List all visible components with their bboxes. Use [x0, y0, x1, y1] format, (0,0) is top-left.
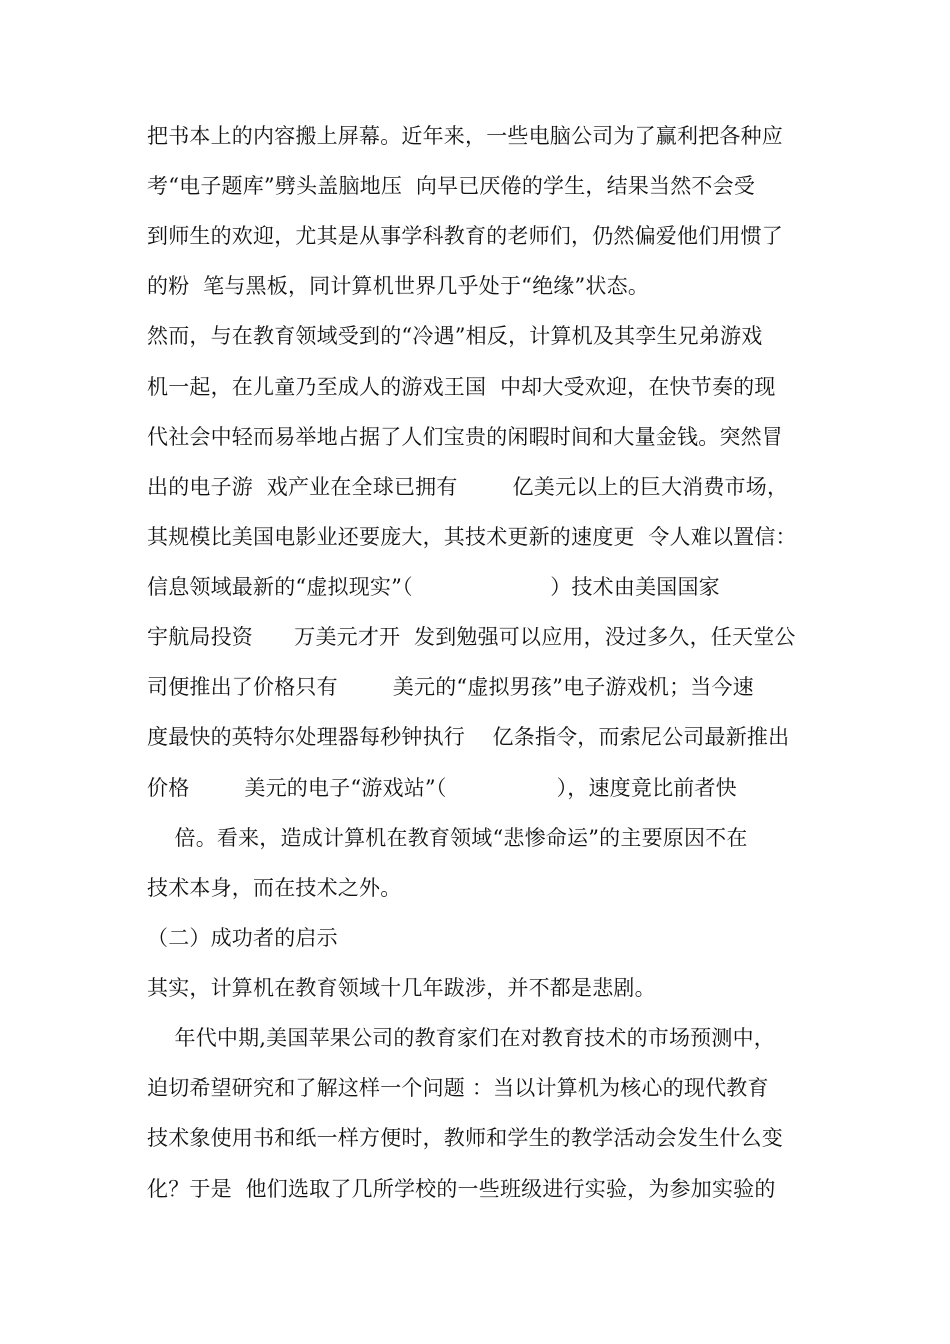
- text-line: 宇航局投资 万美元才开 发到勉强可以应用，没过多久，任天堂公: [147, 625, 796, 649]
- text-line: 技术本身，而在技术之外。: [147, 876, 402, 900]
- text-line: 化？于是 他们选取了几所学校的一些班级进行实验，为参加实验的: [147, 1177, 776, 1201]
- text-line: 价格 美元的电子“游戏站”（ ），速度竟比前者快: [147, 776, 737, 800]
- text-line: 机一起，在儿童乃至成人的游戏王国 中却大受欢迎，在快节奏的现: [147, 375, 776, 399]
- text-line: 年代中期,美国苹果公司的教育家们在对教育技术的市场预测中，: [147, 1026, 775, 1050]
- text-line: 度最快的英特尔处理器每秒钟执行 亿条指令，而索尼公司最新推出: [147, 725, 790, 749]
- text-line: 把书本上的内容搬上屏幕。近年来，一些电脑公司为了赢利把各种应: [147, 124, 783, 148]
- text-line: 其规模比美国电影业还要庞大，其技术更新的速度更 令人难以置信：: [147, 525, 797, 549]
- text-line: 的粉 笔与黑板，同计算机世界几乎处于“绝缘”状态。: [147, 274, 650, 298]
- text-line: 司便推出了价格只有 美元的“虚拟男孩”电子游戏机；当今速: [147, 675, 754, 699]
- section-heading: （二）成功者的启示: [147, 926, 338, 950]
- text-line: 到师生的欢迎，尤其是从事学科教育的老师们，仍然偏爱他们用惯了: [147, 224, 783, 248]
- text-line: 然而，与在教育领域受到的“冷遇”相反，计算机及其孪生兄弟游戏: [147, 324, 763, 348]
- text-line: 迫切希望研究和了解这样一个问题 ：当以计算机为核心的现代教育: [147, 1076, 769, 1100]
- text-line: 代社会中轻而易举地占据了人们宝贵的闲暇时间和大量金钱。突然冒: [147, 425, 783, 449]
- text-line: 技术象使用书和纸一样方便时，教师和学生的教学活动会发生什么变: [147, 1126, 783, 1150]
- text-line: 倍。看来，造成计算机在教育领域“悲惨命运”的主要原因不在: [147, 826, 748, 850]
- text-line: 考“电子题库”劈头盖脑地压 向早已厌倦的学生，结果当然不会受: [147, 174, 756, 198]
- text-line: 其实，计算机在教育领域十几年跋涉，并不都是悲剧。: [147, 976, 656, 1000]
- text-line: 信息领域最新的“虚拟现实”（ ）技术由美国国家: [147, 575, 720, 599]
- text-line: 出的电子游 戏产业在全球已拥有 亿美元以上的巨大消费市场，: [147, 475, 789, 499]
